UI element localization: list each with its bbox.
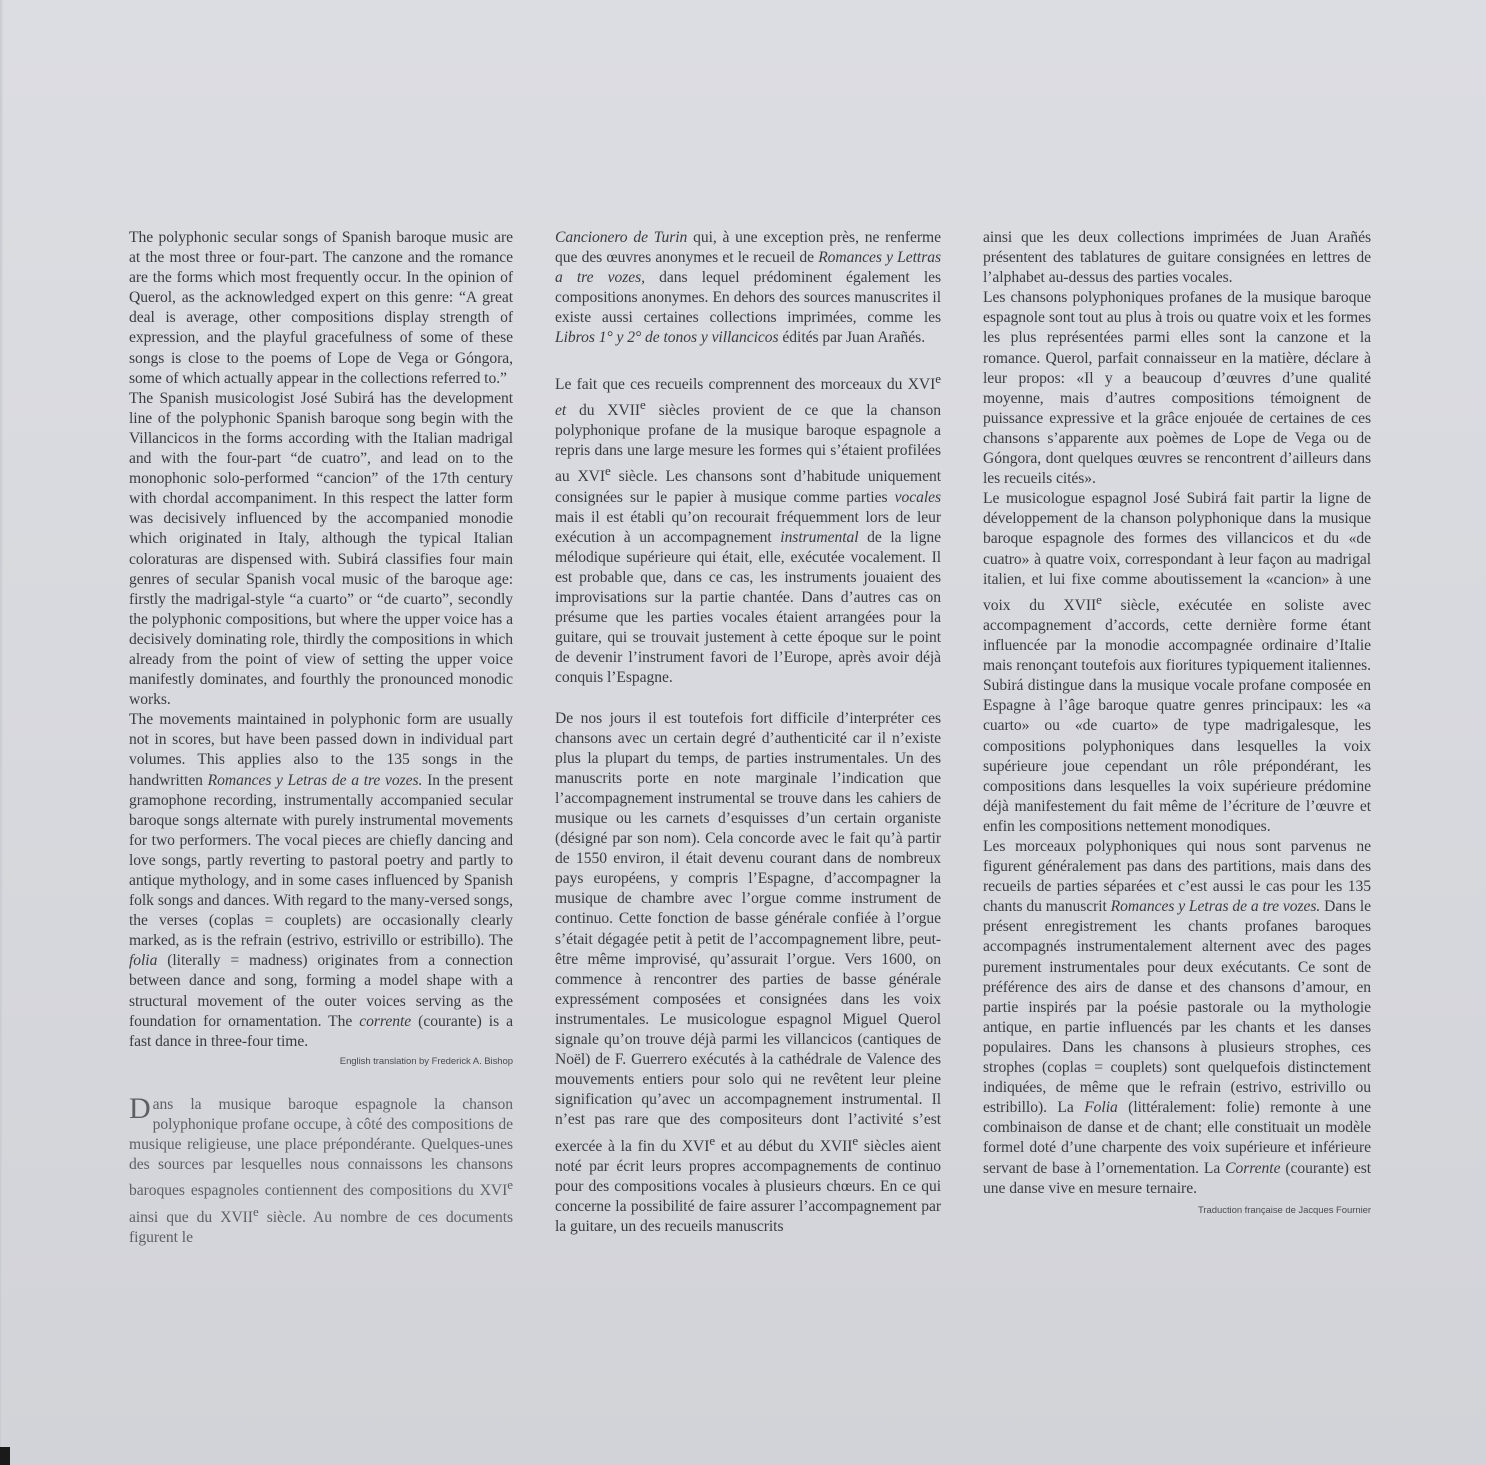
superscript: e xyxy=(252,1203,259,1219)
title-italic: Libros 1° y 2° de tonos y villancicos xyxy=(555,329,779,347)
text-run: (littéralement: folie) remonte à une combinaison de danse et de chant; elle constituait un modèle formel doté d’une charpente des voix supérieure et inférieure servant de base à l’ornementation. La xyxy=(983,1099,1371,1177)
text-run: De nos jours il est toutefois fort difficile d’interpréter ces chansons avec un certain degré d’authenticité car il n’existe plus la plupart du temps, de parties instrumentales. Un des manuscrits porte en note marginale l’indication que l’accompagnement instrumental se trouve dans les cahiers de musique ou les carnets d’esquisses d’un certain organiste (désigné par son nom). Cela concorde avec le fait qu’à partir de 1550 environ, il était devenu courant dans de nombreux pays européens, y compris l’Espagne, d’accompagner la musique de chambre avec l’orgue comme instrument de continuo. Cette fonction de basse générale confiée à l’orgue s’était dégagée petit à petit de l’accompagnement libre, peut-être même improvisé, qu’assurait l’orgue. Vers 1600, on commence à rencontrer des parties de basse générale expressément composées et consignées dans les voix instrumentales. Le musicologue espagnol Miguel Querol signale qu’on trouve déjà parmi les villancicos (cantiques de Noël) de F. Guerrero exécutés à la cathédrale de Valence des mouvements entiers pour solo qui ne revêtent leur pleine signification qu’avec un accompagnement instrumental. Il n’est pas rare que des compositeurs dont l’activité s’est exercée à la fin du XVI xyxy=(555,709,941,1155)
text-run: ans la musique baroque espagnole la chanson polyphonique profane occupe, à côté des compositions de musique religieuse, une place prépondérante. Quelques-unes des sources par lesquelles nous connaissons les chansons baroques espagnoles contiennent des compositions du XVI xyxy=(129,1095,513,1200)
term-italic: folia xyxy=(129,952,158,970)
drop-cap: D xyxy=(129,1091,151,1125)
paragraph-gap xyxy=(555,349,941,369)
text-run: ainsi que du XVII xyxy=(129,1208,253,1226)
text-run: édités par Juan Arañés. xyxy=(778,329,926,347)
french-paragraph-sources xyxy=(555,228,941,349)
text-run: dans lequel prédominent également les compositions anonymes. En dehors des sources manuscrites il existe aussi certaines collections imprimées, comme les xyxy=(555,269,941,327)
english-paragraph-1: The polyphonic secular songs of Spanish baroque music are at the most three or four-part. The canzone and the romance are the forms which most frequently occur. In the opinion of Querol, as the acknowledged expert on this genre: “A great deal is average, other compositions display strength of expression, and the playful gracefulness of some of these songs is close to the poems of Lope de Vega or Góngora, some of which actually appear in the collections referred to.” xyxy=(129,229,513,387)
superscript: e xyxy=(640,396,646,412)
french-intro-paragraph xyxy=(129,1091,513,1248)
paragraph-gap xyxy=(555,689,941,709)
superscript: e xyxy=(605,463,611,479)
english-paragraph-3 xyxy=(129,710,513,1052)
french-paragraph-tablatures: ainsi que les deux collections imprimées de Juan Arañés présentent des tablatures de guitare consignées en lettres de l’alphabet au-dessus des parties vocales. xyxy=(983,229,1371,287)
text-run: et au début du XVII xyxy=(715,1137,853,1155)
text-run: siècle, exécutée en soliste avec accompagnement d’accords, cette dernière forme étant influencée par la monodie accompagnée ordinaire d’Italie mais renonçant toutefois aux fioritures typiquement italiennes. Subirá distingue dans la musique vocale profane composée en Espagne à l’âge baroque quatre genres principaux: les «a cuarto» ou «de cuarto» de type madrigalesque, les compositions polyphoniques dans lesquelles la voix supérieure joue cependant un rôle prépondérant, les compositions dans lesquelles la voix supérieure prédomine déjà manifestement du fait même de l’écriture de l’œuvre et enfin les compositions nettement monodiques. xyxy=(983,596,1371,835)
text-run: du XVII xyxy=(566,402,641,420)
text-run: siècles provient de ce que la chanson polyphonique profane de la musique baroque espagnole a repris dans une large mesure les formes qui s’étaient profilées au XVI xyxy=(555,402,941,486)
english-translator-credit: English translation by Frederick A. Bishop xyxy=(339,1055,513,1067)
superscript: e xyxy=(709,1132,716,1148)
text-run: siècle. Les chansons sont d’habitude uniquement consignées sur le papier à musique comme parties xyxy=(555,468,941,506)
french-paragraph-interpretation xyxy=(555,709,941,1238)
text-run: Les morceaux polyphoniques qui nous sont parvenus ne figurent généralement pas dans des partitions, mais dans des recueils de parties séparées et c’est aussi le cas pour les 135 chants du manuscrit xyxy=(983,838,1371,916)
superscript: e xyxy=(507,1177,513,1193)
text-run: de la ligne mélodique supérieure qui était, elle, exécutée vocalement. Il est probable que, dans ce cas, les instruments jouaient des improvisations sur la partie chantée. Dans d’autres cas on présume que les parties vocales étaient arrangées pour la guitare, qui se trouvait justement à cette époque sur le point de devenir l’instrument favori de l’Europe, après avoir déjà conquis l’Espagne. xyxy=(555,528,941,687)
text-run: Le musicologue espagnol José Subirá fait partir la ligne de développement de la chanson polyphonique dans la musique baroque espagnole des formes des villancicos et du «de cuatro» à quatre voix, correspondant à leur façon au madrigal italien, et lui fixe comme aboutissement la «cancion» à une voix du XVII xyxy=(983,490,1371,614)
title-italic: Romances y Letras de a tre vozes. xyxy=(207,771,423,789)
french-paragraph-subira xyxy=(983,489,1371,837)
text-run: (courante) is a fast dance in three-four time. xyxy=(129,1012,513,1050)
text-run: Dans le présent enregistrement les chants profanes baroques accompagnés instrumentalement alternent avec des pages purement instrumentales pour deux exécutants. Ce sont de préférence des airs de danse et des chansons d’amour, en partie inspirés par la poésie pastorale ou la mythologie antique, en partie influencés par les chants et les danses populaires. Dans les chansons à plusieurs strophes, ces strophes (coplas = couplets) sont quelquefois distinctement indiquées, de même que le refrain (estrivo, estrivillo ou estribillo). La xyxy=(983,898,1372,1117)
title-italic: Romances y Letras de a tre vozes. xyxy=(1110,898,1321,916)
text-run: The movements maintained in polyphonic form are usually not in scores, but have been passed down in individual part volumes. This applies also to the 135 songs in the handwritten xyxy=(129,711,513,789)
text-run: Le fait que ces recueils comprennent des morceaux du XVI xyxy=(555,375,936,393)
term-italic: Folia xyxy=(1084,1099,1118,1117)
superscript: e xyxy=(935,370,941,386)
italic-word: instrumental xyxy=(780,528,859,546)
superscript: e xyxy=(1096,591,1102,607)
text-run: siècle. Au nombre de ces documents figurent le xyxy=(129,1208,513,1246)
italic-word: vocales xyxy=(894,488,941,506)
french-paragraph-forms: Les chansons polyphoniques profanes de la musique baroque espagnole sont tout au plus à trois ou quatre voix et les formes les plus représentées parmi elles sont la canzone et la romance. Querol, parfait connaisseur en la matière, déclare à leur propos: «Il y a beaucoup d’œuvres d’une qualité moyenne, mais d’autres compositions témoignent de puissance expressive et la grâce enjouée de certaines de ces chansons s’apparente aux poèmes de Lope de Vega ou de Góngora, dont quelques œuvres se rencontrent d’ailleurs dans les recueils cités». xyxy=(983,289,1371,488)
column-english xyxy=(129,228,513,1248)
french-translator-credit: Traduction française de Jacques Fournier xyxy=(1198,1204,1371,1216)
italic-word: et xyxy=(555,402,567,420)
column-french-right xyxy=(983,228,1371,1244)
text-run: qui, à une exception près, ne renferme que des œuvres anonymes et le recueil de xyxy=(555,229,941,267)
page-edge xyxy=(0,0,3,1465)
french-paragraph-recording xyxy=(983,837,1371,1199)
text-run: (courante) est une danse vive en mesure ternaire. xyxy=(983,1159,1371,1197)
corner-mark xyxy=(0,1447,10,1465)
superscript: e xyxy=(852,1132,859,1148)
term-italic: corrente xyxy=(359,1012,412,1030)
text-run: siècles aient noté par écrit leurs propres accompagnements de continuo pour des compositions vocales à plusieurs chœurs. En ce qui concerne la possibilité de faire assurer l’accompagnement par la guitare, un des recueils manuscrits xyxy=(555,1137,941,1236)
french-paragraph-collections xyxy=(555,369,941,689)
text-run: mais il est établi qu’on recourait fréquemment lors de leur exécution à un accompagnement xyxy=(555,508,941,546)
title-italic: Romances y Lettras a tre vozes, xyxy=(555,249,941,287)
title-italic: Cancionero de Turin xyxy=(555,229,688,246)
text-run: In the present gramophone recording, instrumentally accompanied secular baroque songs alternate with purely instrumental movements for two performers. The vocal pieces are chiefly dancing and love songs, partly reverting to pastoral poetry and partly to antique mythology, and in some cases influenced by Spanish folk songs and dances. With regard to the many-versed songs, the verses (coplas = couplets) are occasionally clearly marked, as is the refrain (estrivo, estrivillo or estribillo). The xyxy=(129,771,513,950)
text-run: (literally = madness) originates from a connection between dance and song, forming a model shape with a structural movement of the outer voices serving as the foundation for ornamentation. The xyxy=(129,952,513,1030)
term-italic: Corrente xyxy=(1225,1159,1281,1177)
english-paragraph-2: The Spanish musicologist José Subirá has the development line of the polyphonic Spanish baroque song begin with the Villancicos in the forms according with the Italian madrigal and with the four-part “de cuatro”, and lead on to the monophonic solo-performed “cancion” of the 17th century with chordal accompaniment. In this respect the latter form was decisively influenced by the accompanied monodie which originated in Italy, although the typical Italian coloraturas are dispensed with. Subirá classifies four main genres of secular Spanish vocal music of the baroque age: firstly the madrigal-style “a cuarto” or “de cuarto”, secondly the polyphonic compositions, but where the upper voice has a decisively dominating role, thirdly the compositions in which already from the point of view of setting the upper voice manifestly dominates, and fourthly the pronounced monodic works. xyxy=(129,389,513,709)
column-french-middle xyxy=(555,228,941,1237)
